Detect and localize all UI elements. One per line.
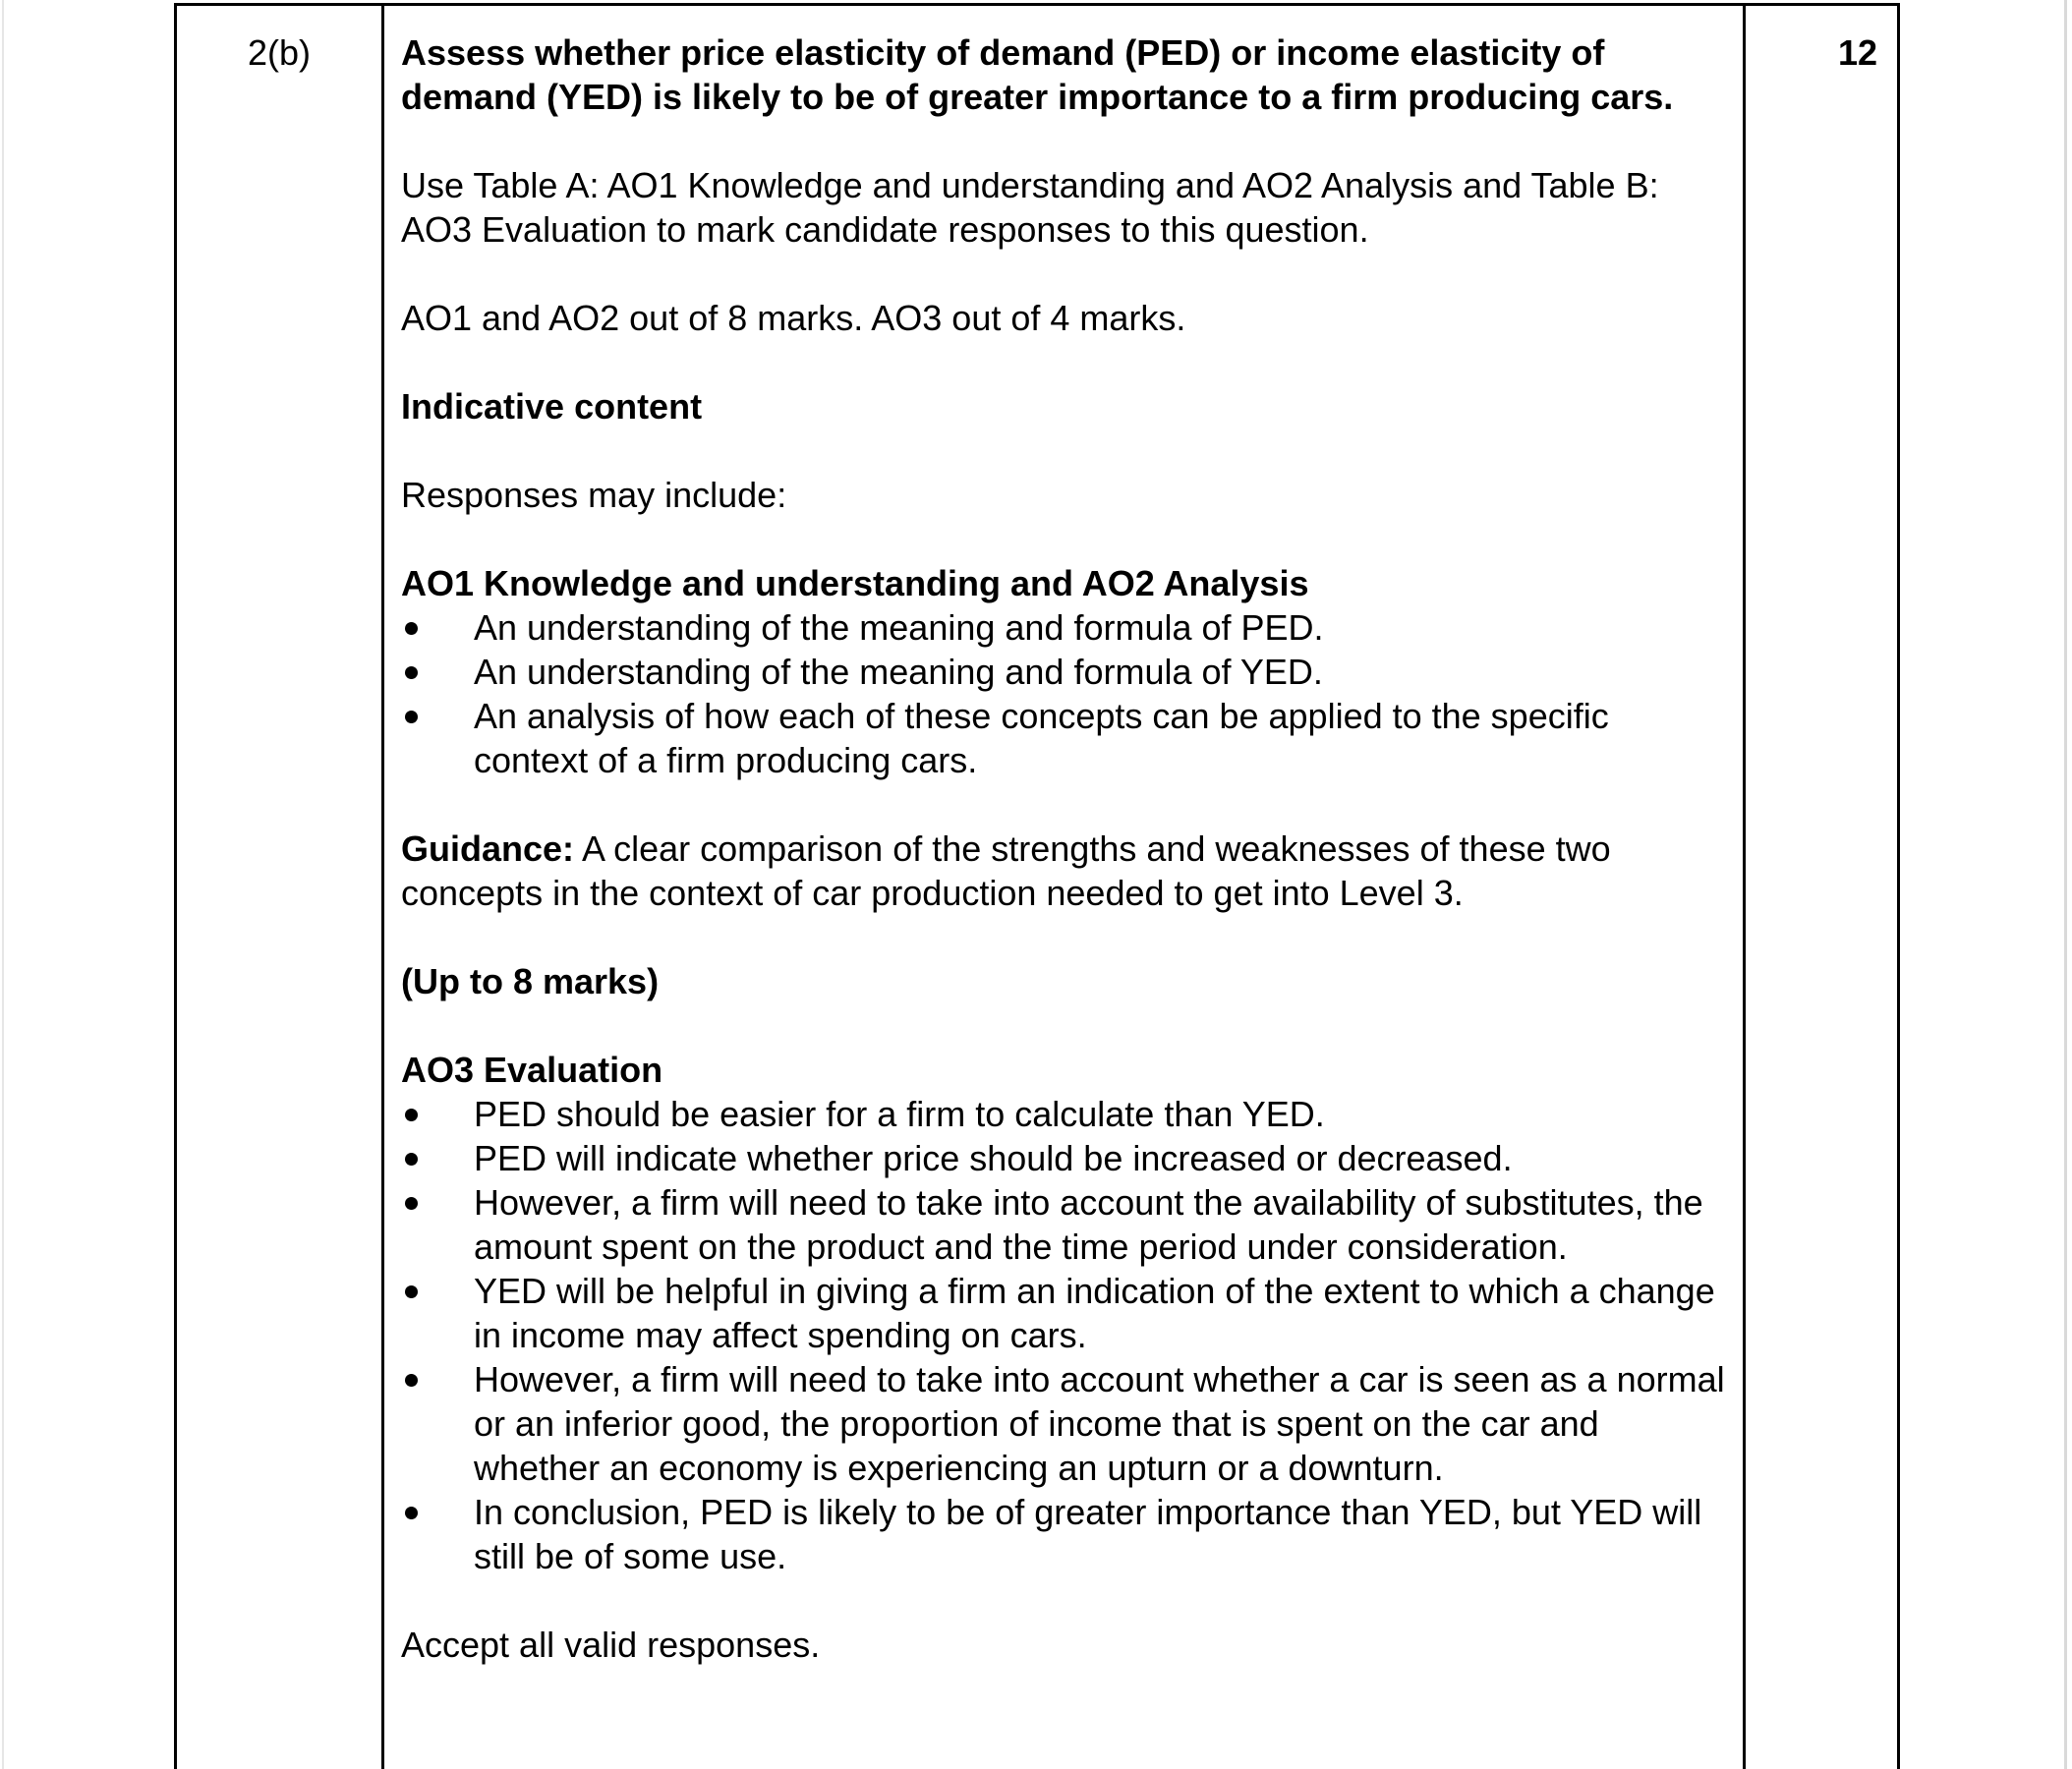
ao3-heading: AO3 Evaluation xyxy=(401,1050,663,1090)
responses-intro: Responses may include: xyxy=(401,475,787,515)
bullet-item: However, a firm will need to take into account the availability of substitutes, the amount spent on the product and the time period under consideration. xyxy=(401,1180,1726,1269)
guidance-paragraph xyxy=(401,827,1726,915)
ao3-bullet-list xyxy=(401,1092,1726,1578)
page-edge-left xyxy=(2,0,4,1769)
indicative-content-heading: Indicative content xyxy=(401,386,703,427)
bullet-item: YED will be helpful in giving a firm an indication of the extent to which a change in income may affect spending on cars. xyxy=(401,1269,1726,1357)
up-to-marks-note: (Up to 8 marks) xyxy=(401,961,660,1001)
question-number: 2(b) xyxy=(247,32,312,73)
ao1-ao2-heading: AO1 Knowledge and understanding and AO2 Analysis xyxy=(401,563,1309,603)
marks-value: 12 xyxy=(1837,32,1877,73)
question-statement: Assess whether price elasticity of demand (PED) or income elasticity of demand (YED) is likely to be of greater importance to a firm producing cars. xyxy=(401,32,1674,117)
bullet-item: An understanding of the meaning and formula of YED. xyxy=(401,650,1726,694)
bullet-item: An analysis of how each of these concepts can be applied to the specific context of a firm producing cars. xyxy=(401,694,1726,782)
guidance-text: A clear comparison of the strengths and weaknesses of these two concepts in the context of car production needed to get into Level 3. xyxy=(401,828,1611,913)
ao1-ao2-bullet-list xyxy=(401,605,1726,782)
bullet-item: PED will indicate whether price should be increased or decreased. xyxy=(401,1136,1726,1180)
use-tables-instruction: Use Table A: AO1 Knowledge and understanding and AO2 Analysis and Table B: AO3 Evaluation to mark candidate responses to this question. xyxy=(401,165,1659,250)
marks-split-note: AO1 and AO2 out of 8 marks. AO3 out of 4 marks. xyxy=(401,298,1186,338)
bullet-item: However, a firm will need to take into account whether a car is seen as a normal or an inferior good, the proportion of income that is spent on the car and whether an economy is experiencing an upturn or a downturn. xyxy=(401,1357,1726,1490)
bullet-item: PED should be easier for a firm to calculate than YED. xyxy=(401,1092,1726,1136)
bullet-item: In conclusion, PED is likely to be of greater importance than YED, but YED will still be of some use. xyxy=(401,1490,1726,1578)
accept-note: Accept all valid responses. xyxy=(401,1625,821,1665)
guidance-label: Guidance: xyxy=(401,828,575,869)
page-edge-right xyxy=(2064,0,2067,1769)
marks-cell xyxy=(1743,6,1900,1769)
bullet-item: An understanding of the meaning and formula of PED. xyxy=(401,605,1726,650)
mark-scheme-table xyxy=(174,3,1900,1769)
answer-cell xyxy=(381,6,1743,1769)
question-number-cell xyxy=(174,6,381,1769)
